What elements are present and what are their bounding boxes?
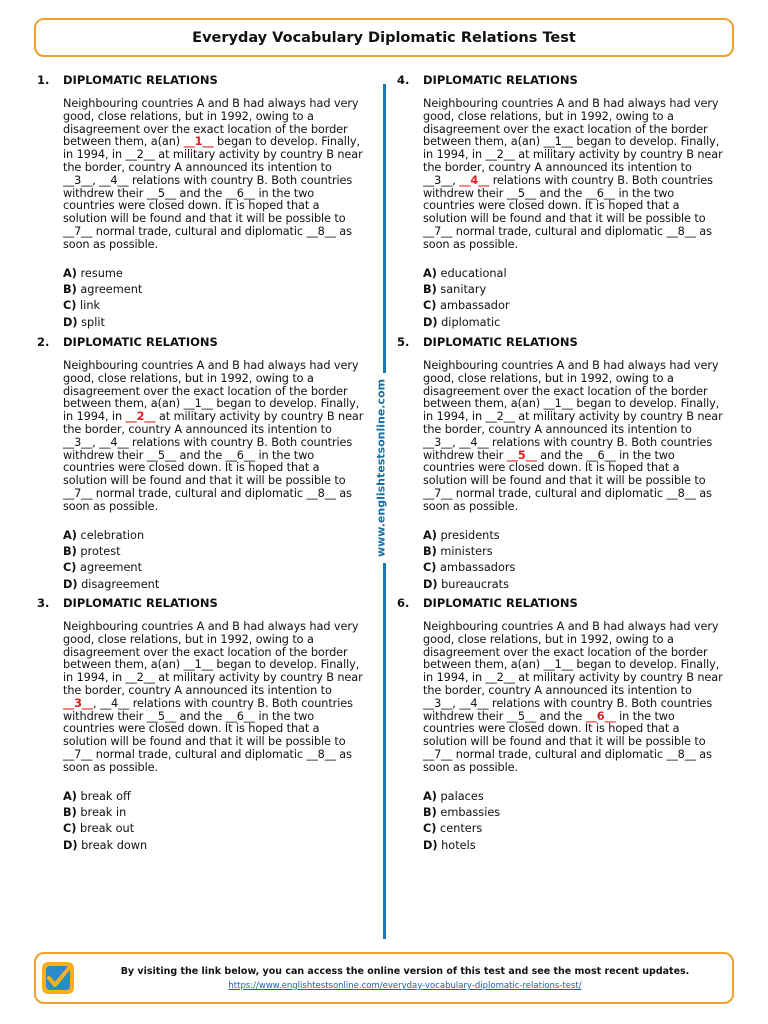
answer-option[interactable]: D) split (63, 315, 105, 329)
answer-option[interactable]: C) agreement (63, 561, 142, 575)
side-url: www.englishtestsonline.com (375, 373, 388, 563)
highlighted-blank: __5__ (506, 448, 537, 462)
footer-text: By visiting the link below, you can access the online version of this test and see the most recent updates. (120, 966, 690, 977)
answer-option[interactable]: B) agreement (63, 282, 143, 296)
answer-option[interactable]: B) protest (63, 544, 121, 558)
passage-text: Neighbouring countries A and B had always had very good, close relations, but in 1992, owing to a disagreement over the exact location of the border between them, a(an) __1__ began to develop. Finally, in 1994, in __2__ at military activity by country B near the border, country A announced its intention to __3__, __4__ relations with country B. Both countries withdrew their __5__ and the __6__ in the two countries were closed down. It is hoped that a solution will be found and that it will be possible to __7__ normal trade, cultural and diplomatic __8__ as soon as possible. (423, 97, 723, 251)
answer-options (423, 789, 727, 855)
passage-text: Neighbouring countries A and B had always had very good, close relations, but in 1992, owing to a disagreement over the exact location of the border between them, a(an) __1__ began to develop. Finally, in 1994, in __2__ at military activity by country B near the border, country A announced its intention to __3__, __4__ relations with country B. Both countries withdrew their __5__ and the __6__ in the two countries were closed down. It is hoped that a solution will be found and that it will be possible to __7__ normal trade, cultural and diplomatic __8__ as soon as possible. (423, 620, 723, 774)
footer-link[interactable]: https://www.englishtestsonline.com/everyday-vocabulary-diplomatic-relations-test/ (228, 981, 582, 991)
answer-option[interactable]: A) resume (63, 266, 123, 280)
question-number: 5. (397, 335, 410, 349)
highlighted-blank: __2__ (125, 410, 156, 424)
answer-option[interactable]: A) educational (423, 266, 507, 280)
page-title: Everyday Vocabulary Diplomatic Relations Test (34, 18, 734, 57)
question-title: DIPLOMATIC RELATIONS (423, 335, 578, 349)
question-number: 4. (397, 73, 410, 87)
answer-option[interactable]: D) hotels (423, 838, 476, 852)
question-header (397, 335, 727, 351)
answer-option[interactable]: C) break out (63, 822, 135, 836)
answer-options (63, 528, 367, 594)
question-5 (397, 335, 727, 593)
question-6 (397, 596, 727, 854)
answer-option[interactable]: D) disagreement (63, 577, 160, 591)
passage-text: Neighbouring countries A and B had always had very good, close relations, but in 1992, owing to a disagreement over the exact location of the border between them, a(an) __1__ began to develop. Finally, in 1994, in __2__ at military activity by country B near the border, country A announced its intention to __3__, __4__ relations with country B. Both countries withdrew their __5__ and the __6__ in the two countries were closed down. It is hoped that a solution will be found and that it will be possible to __7__ normal trade, cultural and diplomatic __8__ as soon as possible. (63, 97, 363, 251)
answer-options (63, 789, 367, 855)
footer-box (34, 952, 734, 1004)
answer-option[interactable]: D) diplomatic (423, 315, 501, 329)
answer-option[interactable]: D) bureaucrats (423, 577, 509, 591)
answer-option[interactable]: C) ambassador (423, 299, 510, 313)
answer-options (423, 528, 727, 594)
answer-option[interactable]: B) ministers (423, 544, 493, 558)
highlighted-blank: __1__ (183, 135, 214, 149)
question-number: 3. (37, 596, 50, 610)
answer-option[interactable]: B) embassies (423, 805, 501, 819)
passage-text: Neighbouring countries A and B had always had very good, close relations, but in 1992, owing to a disagreement over the exact location of the border between them, a(an) __1__ began to develop. Finally, in 1994, in __2__ at military activity by country B near the border, country A announced its intention to __3__, __4__ relations with country B. Both countries withdrew their __5__ and the __6__ in the two countries were closed down. It is hoped that a solution will be found and that it will be possible to __7__ normal trade, cultural and diplomatic __8__ as soon as possible. (63, 359, 364, 513)
question-number: 6. (397, 596, 410, 610)
question-title: DIPLOMATIC RELATIONS (63, 596, 218, 610)
answer-options (63, 266, 367, 332)
question-3 (37, 596, 367, 854)
passage-text: Neighbouring countries A and B had always had very good, close relations, but in 1992, owing to a disagreement over the exact location of the border between them, a(an) __1__ began to develop. Finally, in 1994, in __2__ at military activity by country B near the border, country A announced its intention to __3__, __4__ relations with country B. Both countries withdrew their __5__ and the __6__ in the two countries were closed down. It is hoped that a solution will be found and that it will be possible to __7__ normal trade, cultural and diplomatic __8__ as soon as possible. (63, 620, 363, 774)
question-title: DIPLOMATIC RELATIONS (423, 73, 578, 87)
answer-option[interactable]: C) ambassadors (423, 561, 516, 575)
answer-option[interactable]: C) centers (423, 822, 483, 836)
answer-option[interactable]: A) presidents (423, 528, 500, 542)
answer-option[interactable]: D) break down (63, 838, 148, 852)
question-2 (37, 335, 367, 593)
question-title: DIPLOMATIC RELATIONS (423, 596, 578, 610)
question-title: DIPLOMATIC RELATIONS (63, 73, 218, 87)
passage-text: Neighbouring countries A and B had always had very good, close relations, but in 1992, owing to a disagreement over the exact location of the border between them, a(an) __1__ began to develop. Finally, in 1994, in __2__ at military activity by country B near the border, country A announced its intention to __3__, __4__ relations with country B. Both countries withdrew their __5__ and the __6__ in the two countries were closed down. It is hoped that a solution will be found and that it will be possible to __7__ normal trade, cultural and diplomatic __8__ as soon as possible. (423, 359, 723, 513)
question-1 (37, 73, 367, 331)
question-header (37, 73, 367, 89)
answer-option[interactable]: A) celebration (63, 528, 145, 542)
highlighted-blank: __4__ (459, 173, 490, 187)
question-title: DIPLOMATIC RELATIONS (63, 335, 218, 349)
answer-option[interactable]: B) break in (63, 805, 127, 819)
answer-option[interactable]: C) link (63, 299, 101, 313)
question-number: 1. (37, 73, 50, 87)
answer-options (423, 266, 727, 332)
question-header (37, 596, 367, 612)
answer-option[interactable]: A) break off (63, 789, 131, 803)
highlighted-blank: __6__ (585, 709, 616, 723)
highlighted-blank: __3__ (63, 696, 93, 710)
checkmark-logo-icon (42, 962, 74, 994)
question-header (37, 335, 367, 351)
answer-option[interactable]: A) palaces (423, 789, 484, 803)
question-4 (397, 73, 727, 331)
question-header (397, 596, 727, 612)
question-number: 2. (37, 335, 50, 349)
question-header (397, 73, 727, 89)
answer-option[interactable]: B) sanitary (423, 282, 487, 296)
